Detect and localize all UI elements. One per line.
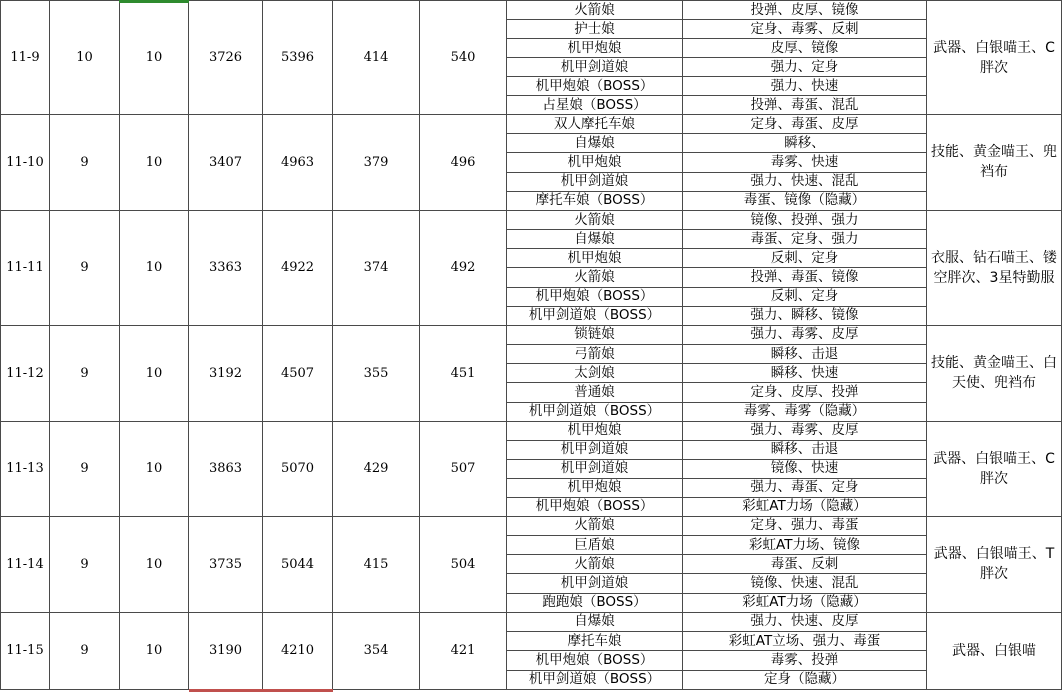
enemy-name-cell[interactable]: 机甲炮娘 [507, 249, 683, 268]
value-cell-b[interactable]: 10 [120, 612, 189, 689]
enemy-name-cell[interactable]: 机甲炮娘（BOSS） [507, 497, 683, 516]
enemy-traits-cell[interactable]: 强力、定身 [683, 58, 927, 77]
enemy-traits-cell[interactable]: 反刺、定身 [683, 249, 927, 268]
stage-cell[interactable]: 11-15 [1, 612, 50, 689]
enemy-traits-cell[interactable]: 定身（隐藏） [683, 670, 927, 689]
stage-cell[interactable]: 11-11 [1, 210, 50, 325]
table-row [1, 1, 1062, 20]
enemy-traits-cell[interactable]: 强力、毒雾、皮厚 [683, 421, 927, 440]
value-cell-b[interactable]: 10 [120, 210, 189, 325]
value-cell-b[interactable]: 10 [120, 516, 189, 612]
table-row [1, 612, 1062, 631]
enemy-name-cell[interactable]: 火箭娘 [507, 555, 683, 574]
enemy-traits-cell[interactable]: 毒雾、投弹 [683, 651, 927, 670]
enemy-traits-cell[interactable]: 定身、毒蛋、皮厚 [683, 115, 927, 134]
enemy-traits-cell[interactable]: 强力、快速、混乱 [683, 172, 927, 191]
enemy-name-cell[interactable]: 自爆娘 [507, 612, 683, 631]
value-cell-d[interactable]: 5396 [263, 1, 333, 115]
stage-cell[interactable]: 11-9 [1, 1, 50, 115]
enemy-name-cell[interactable]: 机甲剑道娘 [507, 574, 683, 593]
enemy-name-cell[interactable]: 普通娘 [507, 383, 683, 402]
reward-cell[interactable]: 武器、白银喵王、T胖次 [927, 516, 1062, 612]
stage-table-body [1, 1, 1062, 690]
enemy-name-cell[interactable]: 火箭娘 [507, 268, 683, 287]
value-cell-e[interactable]: 414 [333, 1, 420, 115]
table-row [1, 421, 1062, 440]
value-cell-a[interactable]: 9 [50, 516, 120, 612]
value-cell-a[interactable]: 9 [50, 421, 120, 516]
reward-cell[interactable]: 武器、白银喵王、C胖次 [927, 421, 1062, 516]
enemy-traits-cell[interactable]: 投弹、毒蛋、镜像 [683, 268, 927, 287]
table-row [1, 325, 1062, 344]
enemy-traits-cell[interactable]: 强力、毒蛋、定身 [683, 478, 927, 497]
value-cell-b[interactable]: 10 [120, 325, 189, 421]
value-cell-c[interactable]: 3726 [189, 1, 263, 115]
value-cell-d[interactable]: 4922 [263, 210, 333, 325]
enemy-name-cell[interactable]: 机甲炮娘（BOSS） [507, 77, 683, 96]
enemy-name-cell[interactable]: 机甲剑道娘 [507, 440, 683, 459]
enemy-name-cell[interactable]: 摩托车娘 [507, 632, 683, 651]
enemy-traits-cell[interactable]: 毒雾、毒雾（隐藏） [683, 402, 927, 421]
enemy-name-cell[interactable]: 机甲炮娘 [507, 421, 683, 440]
value-cell-a[interactable]: 9 [50, 115, 120, 211]
value-cell-e[interactable]: 354 [333, 612, 420, 689]
enemy-traits-cell[interactable]: 强力、快速 [683, 77, 927, 96]
value-cell-c[interactable]: 3363 [189, 210, 263, 325]
enemy-name-cell[interactable]: 机甲剑道娘 [507, 459, 683, 478]
enemy-name-cell[interactable]: 自爆娘 [507, 230, 683, 249]
enemy-name-cell[interactable]: 机甲剑道娘 [507, 172, 683, 191]
enemy-traits-cell[interactable]: 强力、瞬移、镜像 [683, 306, 927, 325]
value-cell-a[interactable]: 9 [50, 210, 120, 325]
enemy-traits-cell[interactable]: 彩虹AT力场（隐藏） [683, 593, 927, 612]
value-cell-e[interactable]: 429 [333, 421, 420, 516]
enemy-name-cell[interactable]: 机甲炮娘 [507, 478, 683, 497]
value-cell-f[interactable]: 504 [420, 516, 507, 612]
enemy-name-cell[interactable]: 机甲剑道娘（BOSS） [507, 670, 683, 689]
reward-cell[interactable]: 武器、白银喵王、C胖次 [927, 1, 1062, 115]
value-cell-d[interactable]: 5044 [263, 516, 333, 612]
enemy-traits-cell[interactable]: 镜像、快速 [683, 459, 927, 478]
value-cell-a[interactable]: 9 [50, 612, 120, 689]
value-cell-c[interactable]: 3192 [189, 325, 263, 421]
enemy-name-cell[interactable]: 火箭娘 [507, 516, 683, 535]
enemy-traits-cell[interactable]: 投弹、毒蛋、混乱 [683, 96, 927, 115]
value-cell-f[interactable]: 540 [420, 1, 507, 115]
reward-cell[interactable]: 武器、白银喵 [927, 612, 1062, 689]
enemy-name-cell[interactable]: 火箭娘 [507, 1, 683, 20]
value-cell-f[interactable]: 492 [420, 210, 507, 325]
enemy-name-cell[interactable]: 机甲剑道娘（BOSS） [507, 306, 683, 325]
enemy-traits-cell[interactable]: 彩虹AT力场、镜像 [683, 536, 927, 555]
value-cell-d[interactable]: 4210 [263, 612, 333, 689]
enemy-traits-cell[interactable]: 定身、强力、毒蛋 [683, 516, 927, 535]
enemy-traits-cell[interactable]: 彩虹AT力场（隐藏） [683, 497, 927, 516]
enemy-traits-cell[interactable]: 反刺、定身 [683, 287, 927, 306]
enemy-traits-cell[interactable]: 瞬移、击退 [683, 345, 927, 364]
enemy-traits-cell[interactable]: 强力、快速、皮厚 [683, 612, 927, 631]
enemy-name-cell[interactable]: 摩托车娘（BOSS） [507, 191, 683, 210]
enemy-name-cell[interactable]: 机甲剑道娘 [507, 58, 683, 77]
value-cell-b[interactable]: 10 [120, 421, 189, 516]
value-cell-a[interactable]: 9 [50, 325, 120, 421]
enemy-traits-cell[interactable]: 镜像、投弹、强力 [683, 210, 927, 229]
stage-cell[interactable]: 11-13 [1, 421, 50, 516]
enemy-name-cell[interactable]: 机甲炮娘 [507, 153, 683, 172]
enemy-name-cell[interactable]: 机甲剑道娘（BOSS） [507, 402, 683, 421]
enemy-traits-cell[interactable]: 瞬移、 [683, 134, 927, 153]
reward-cell[interactable]: 技能、黄金喵王、兜裆布 [927, 115, 1062, 211]
enemy-traits-cell[interactable]: 毒蛋、反刺 [683, 555, 927, 574]
enemy-name-cell[interactable]: 机甲炮娘（BOSS） [507, 651, 683, 670]
value-cell-c[interactable]: 3735 [189, 516, 263, 612]
enemy-traits-cell[interactable]: 瞬移、击退 [683, 440, 927, 459]
value-cell-e[interactable]: 355 [333, 325, 420, 421]
enemy-traits-cell[interactable]: 瞬移、快速 [683, 364, 927, 383]
value-cell-d[interactable]: 5070 [263, 421, 333, 516]
enemy-traits-cell[interactable]: 毒蛋、镜像（隐藏） [683, 191, 927, 210]
value-cell-d[interactable]: 4963 [263, 115, 333, 211]
enemy-traits-cell[interactable]: 毒蛋、定身、强力 [683, 230, 927, 249]
value-cell-b[interactable]: 10 [120, 115, 189, 211]
enemy-traits-cell[interactable]: 彩虹AT立场、强力、毒蛋 [683, 632, 927, 651]
value-cell-f[interactable]: 496 [420, 115, 507, 211]
stage-cell[interactable]: 11-14 [1, 516, 50, 612]
value-cell-c[interactable]: 3863 [189, 421, 263, 516]
enemy-name-cell[interactable]: 太剑娘 [507, 364, 683, 383]
enemy-name-cell[interactable]: 机甲炮娘（BOSS） [507, 287, 683, 306]
enemy-name-cell[interactable]: 火箭娘 [507, 210, 683, 229]
value-cell-e[interactable]: 379 [333, 115, 420, 211]
value-cell-f[interactable]: 507 [420, 421, 507, 516]
enemy-traits-cell[interactable]: 定身、皮厚、投弹 [683, 383, 927, 402]
enemy-name-cell[interactable]: 巨盾娘 [507, 536, 683, 555]
value-cell-d[interactable]: 4507 [263, 325, 333, 421]
value-cell-e[interactable]: 374 [333, 210, 420, 325]
stage-cell[interactable]: 11-12 [1, 325, 50, 421]
enemy-traits-cell[interactable]: 定身、毒雾、反刺 [683, 20, 927, 39]
enemy-traits-cell[interactable]: 镜像、快速、混乱 [683, 574, 927, 593]
stage-cell[interactable]: 11-10 [1, 115, 50, 211]
value-cell-c[interactable]: 3407 [189, 115, 263, 211]
enemy-name-cell[interactable]: 自爆娘 [507, 134, 683, 153]
enemy-traits-cell[interactable]: 皮厚、镜像 [683, 39, 927, 58]
table-row [1, 115, 1062, 134]
enemy-name-cell[interactable]: 机甲炮娘 [507, 39, 683, 58]
enemy-name-cell[interactable]: 锁链娘 [507, 325, 683, 344]
reward-cell[interactable]: 技能、黄金喵王、白天使、兜裆布 [927, 325, 1062, 421]
value-cell-b[interactable]: 10 [120, 1, 189, 115]
enemy-name-cell[interactable]: 占星娘（BOSS） [507, 96, 683, 115]
value-cell-a[interactable]: 10 [50, 1, 120, 115]
reward-cell[interactable]: 衣服、钻石喵王、镂空胖次、3星特勤服 [927, 210, 1062, 325]
table-row [1, 516, 1062, 535]
enemy-traits-cell[interactable]: 毒雾、快速 [683, 153, 927, 172]
enemy-name-cell[interactable]: 弓箭娘 [507, 345, 683, 364]
value-cell-f[interactable]: 421 [420, 612, 507, 689]
enemy-traits-cell[interactable]: 投弹、皮厚、镜像 [683, 1, 927, 20]
enemy-name-cell[interactable]: 跑跑娘（BOSS） [507, 593, 683, 612]
value-cell-e[interactable]: 415 [333, 516, 420, 612]
table-row [1, 210, 1062, 229]
value-cell-f[interactable]: 451 [420, 325, 507, 421]
enemy-traits-cell[interactable]: 强力、毒雾、皮厚 [683, 325, 927, 344]
value-cell-c[interactable]: 3190 [189, 612, 263, 689]
enemy-name-cell[interactable]: 双人摩托车娘 [507, 115, 683, 134]
enemy-name-cell[interactable]: 护士娘 [507, 20, 683, 39]
